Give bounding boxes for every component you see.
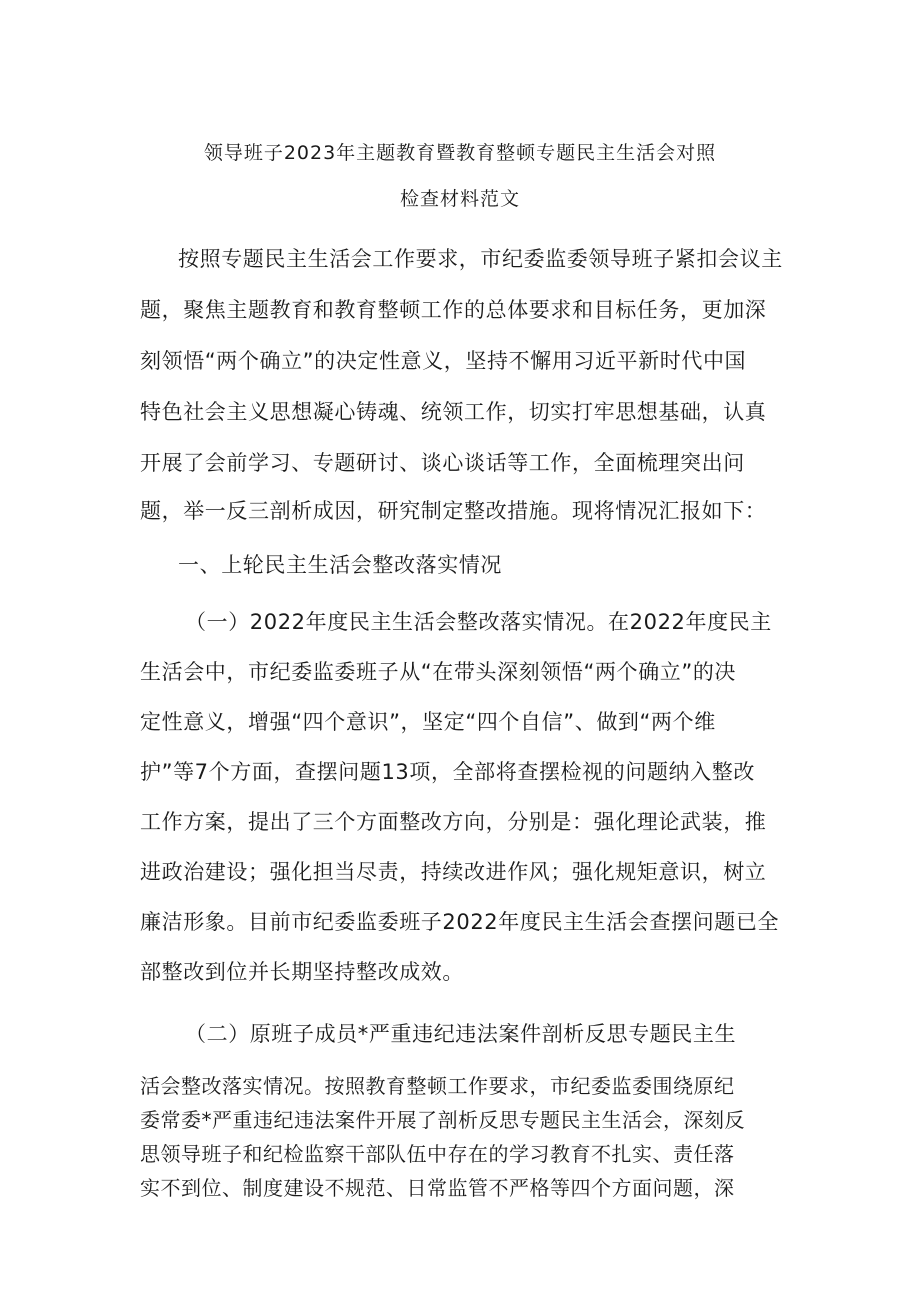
body-text-line: 按照专题民主生活会工作要求，市纪委监委领导班子紧扣会议主 <box>178 247 783 271</box>
body-text-line: 开展了会前学习、专题研讨、谈心谈话等工作，全面梳理突出问 <box>140 451 745 475</box>
body-text-line: 工作方案，提出了三个方面整改方向，分别是：强化理论武装，推 <box>140 810 767 834</box>
body-text-line: 廉洁形象。目前市纪委监委班子2022年度民主生活会查摆问题已全 <box>140 910 780 934</box>
section-heading: 一、上轮民主生活会整改落实情况 <box>178 553 502 577</box>
body-text-line: 生活会中，市纪委监委班子从“在带头深刻领悟“两个确立”的决 <box>140 660 737 684</box>
document-title-line-2: 检查材料范文 <box>399 188 520 210</box>
body-text-line: 委常委*严重违纪违法案件开展了剖析反思专题民主生活会，深刻反 <box>140 1108 745 1132</box>
body-text-line: 部整改到位并长期坚持整改成效。 <box>140 960 464 984</box>
body-text-line: 题，举一反三剖析成因，研究制定整改措施。现将情况汇报如下： <box>140 499 767 523</box>
body-text-line: 实不到位、制度建设不规范、日常监管不严格等四个方面问题，深 <box>140 1176 735 1200</box>
body-text-line: 定性意义，增强“四个意识”，坚定“四个自信”、做到“两个维 <box>140 710 716 734</box>
body-text-line: 活会整改落实情况。按照教育整顿工作要求，市纪委监委围绕原纪 <box>140 1074 735 1098</box>
body-text-line: 特色社会主义思想凝心铸魂、统领工作，切实打牢思想基础，认真 <box>140 400 767 424</box>
body-text-line: 刻领悟“两个确立”的决定性意义，坚持不懈用习近平新时代中国 <box>140 349 747 373</box>
body-text-line: 护”等7个方面，查摆问题13项，全部将查摆检视的问题纳入整改 <box>140 760 755 784</box>
body-text-line: 思领导班子和纪检监察干部队伍中存在的学习教育不扎实、责任落 <box>140 1142 735 1166</box>
document-title-line-1: 领导班子2023年主题教育暨教育整顿专题民主生活会对照 <box>203 142 717 164</box>
body-text-line: （二）原班子成员*严重违纪违法案件剖析反思专题民主生 <box>185 1022 737 1046</box>
body-text-line: （一）2022年度民主生活会整改落实情况。在2022年度民主 <box>185 610 772 634</box>
body-text-line: 题，聚焦主题教育和教育整顿工作的总体要求和目标任务，更加深 <box>140 298 767 322</box>
body-text-line: 进政治建设；强化担当尽责，持续改进作风；强化规矩意识，树立 <box>140 860 767 884</box>
